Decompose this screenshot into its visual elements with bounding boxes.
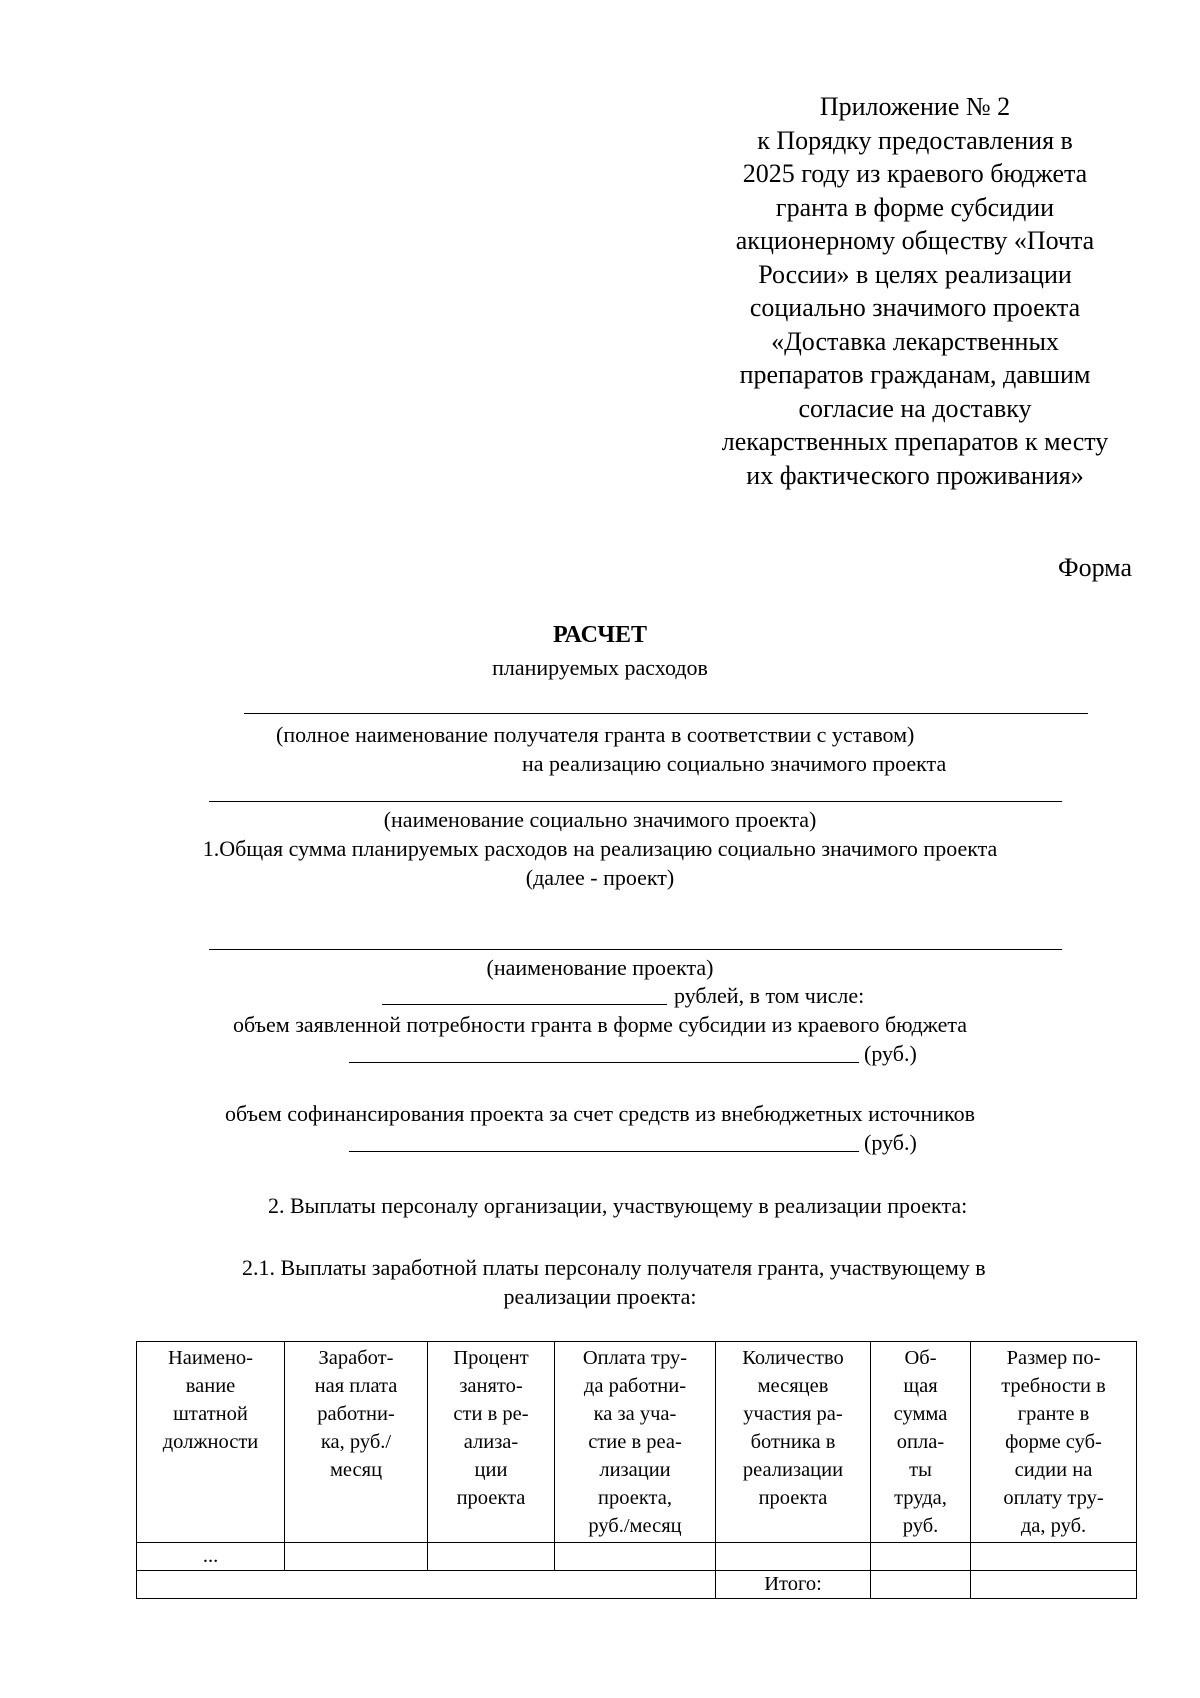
total-rubles-blank[interactable] [382,1004,667,1005]
table-header-row [137,1342,1137,1543]
table-cell[interactable] [428,1543,555,1571]
header-grant-need: Размер по- требности в гранте в форме суб- сидии на оплату тру- да, руб. [971,1342,1137,1543]
table-cell[interactable] [716,1543,871,1571]
appendix-line: России» в целях реализации [758,259,1072,289]
table-cell[interactable] [285,1543,428,1571]
project-name-blank[interactable] [209,949,1062,950]
section1-line1: 1.Общая сумма планируемых расходов на реализацию социально значимого проекта [202,836,998,861]
rubles-text: рублей, в том числе: [674,983,865,1008]
appendix-line: «Доставка лекарственных [771,326,1059,356]
section1-line2: (далее - проект) [525,865,675,890]
social-project-name-blank[interactable] [209,801,1062,802]
section2-sub-line2: реализации проекта: [503,1284,697,1309]
project-intro: на реализацию социально значимого проекта [522,751,947,776]
cofinance-amount-blank[interactable] [349,1151,859,1152]
form-label: Форма [1058,553,1132,582]
table-cell [137,1571,716,1599]
document-subtitle: планируемых расходов [492,655,708,680]
header-months: Количество месяцев участия ра- ботника в реализации проекта [716,1342,871,1543]
header-position: Наимено- вание штатной должности [137,1342,285,1543]
expenses-table [136,1341,1137,1599]
project-name-caption: (наименование проекта) [486,955,714,980]
header-employment-percent: Процент занято- сти в ре- ализа- ции проекта [428,1342,555,1543]
grant-unit: (руб.) [864,1041,917,1066]
table-cell[interactable] [555,1543,716,1571]
total-pay-cell[interactable] [871,1571,971,1599]
appendix-line: акционерному обществу «Почта [735,226,1095,255]
grant-text: объем заявленной потребности гранта в форме субсидии из краевого бюджета [232,1012,968,1037]
header-total-pay: Об- щая сумма опла- ты труда, руб. [871,1342,971,1543]
appendix-line: их фактического проживания» [746,460,1084,490]
appendix-header [680,90,1150,492]
table-total-row [137,1571,1137,1599]
total-grant-cell[interactable] [971,1571,1137,1599]
project-caption: (наименование социально значимого проекта) [383,807,817,832]
appendix-line: препаратов гражданам, давшим [739,360,1091,389]
table-row [137,1543,1137,1571]
cofinance-text: объем софинансирования проекта за счет средств из внебюджетных источников [225,1101,975,1126]
appendix-line: социально значимого проекта [749,293,1081,322]
appendix-line: Приложение № 2 [819,92,1011,121]
document-title: РАСЧЕТ [552,622,648,648]
appendix-line: лекарственных препаратов к месту [721,427,1109,456]
cofinance-unit: (руб.) [864,1130,917,1155]
header-monthly-pay: Оплата тру- да работни- ка за уча- стие в реа- лизации проекта, руб./месяц [555,1342,716,1543]
table-cell[interactable] [871,1543,971,1571]
recipient-name-blank[interactable] [244,713,1088,714]
table-cell[interactable]: ... [137,1543,285,1571]
table-cell[interactable] [971,1543,1137,1571]
appendix-line: согласие на доставку [798,393,1032,423]
header-salary: Заработ- ная плата работни- ка, руб./ месяц [285,1342,428,1543]
appendix-line: гранта в форме субсидии [775,192,1055,222]
appendix-line: 2025 году из краевого бюджета [742,159,1088,188]
grant-amount-blank[interactable] [349,1062,859,1063]
section2-heading: 2. Выплаты персоналу организации, участвующему в реализации проекта: [268,1193,968,1218]
section2-sub-line1: 2.1. Выплаты заработной платы персоналу получателя гранта, участвующему в [242,1255,986,1280]
appendix-line: к Порядку предоставления в [757,125,1073,155]
total-label: Итого: [716,1571,871,1599]
recipient-caption: (полное наименование получателя гранта в соответствии с уставом) [276,722,915,747]
